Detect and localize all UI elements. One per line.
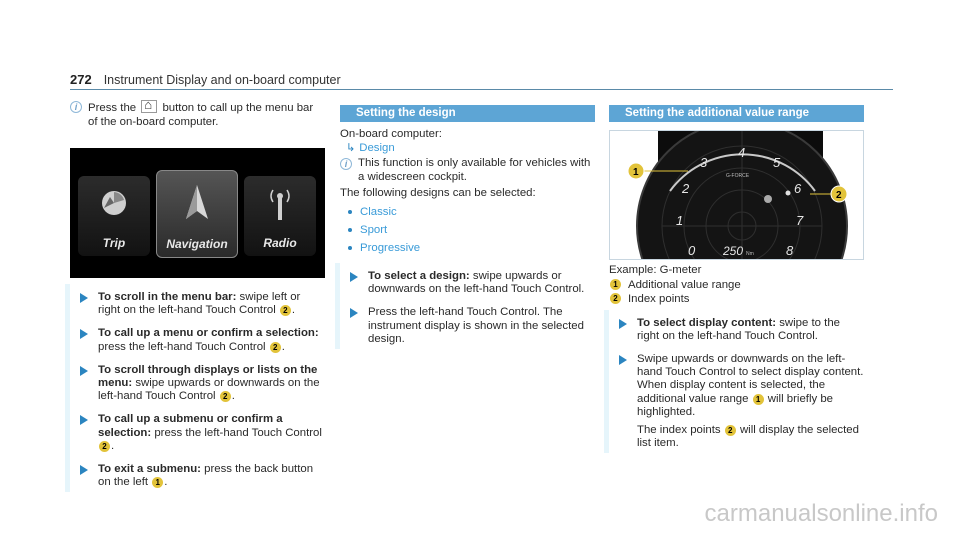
step-tail: will briefly be highlighted. bbox=[637, 392, 834, 418]
step-arrow-icon bbox=[80, 415, 90, 425]
step-item bbox=[340, 299, 595, 349]
step-arrow-icon bbox=[80, 293, 90, 303]
scale-label: 2 bbox=[682, 181, 690, 196]
step-title: To select a design: bbox=[368, 270, 470, 282]
note-text: This function is only available for vehicles with a widescreen cockpit. bbox=[358, 157, 591, 183]
column-menu-bar bbox=[70, 100, 325, 492]
step-item bbox=[340, 263, 595, 299]
section-heading-design: Setting the design bbox=[340, 105, 595, 122]
callout-number: 2 bbox=[280, 305, 291, 316]
section-heading-value-range: Setting the additional value range bbox=[609, 105, 864, 122]
option-label: Classic bbox=[360, 206, 397, 218]
design-option-progressive bbox=[340, 239, 595, 257]
callout-number: 2 bbox=[270, 342, 281, 353]
step-title: To call up a menu or confirm a selection: bbox=[98, 327, 319, 340]
step-tail: . bbox=[291, 304, 296, 317]
step-text: press the back button on the left bbox=[98, 463, 314, 489]
unit-label: Nm bbox=[746, 251, 754, 257]
column-design bbox=[340, 105, 595, 349]
step-item bbox=[609, 346, 864, 422]
tile-label-trip: Trip bbox=[102, 236, 126, 250]
note-menu-bar bbox=[70, 100, 325, 129]
step-text: Press the left-hand Touch Control. The instrument display is shown in the selected design. bbox=[368, 306, 584, 345]
gmeter-illustration bbox=[609, 130, 864, 260]
step-title: To scroll in the menu bar: bbox=[98, 291, 237, 303]
tile-label-radio: Radio bbox=[263, 236, 297, 250]
steps-value-range bbox=[604, 310, 864, 454]
legend-text: Index points bbox=[628, 292, 690, 305]
note-widescreen bbox=[340, 157, 595, 184]
steps-design bbox=[335, 263, 595, 349]
home-button-icon bbox=[141, 100, 157, 113]
step-tail: . bbox=[231, 390, 235, 403]
callout-number: 2 bbox=[725, 425, 736, 436]
steps-menu-bar bbox=[65, 284, 325, 492]
step-tail: . bbox=[111, 439, 115, 452]
menu-tile-navigation bbox=[156, 170, 238, 258]
step-item bbox=[70, 284, 325, 320]
scale-label: 5 bbox=[773, 155, 781, 170]
watermark: carmanualsonline.info bbox=[704, 500, 938, 527]
option-label: Progressive bbox=[360, 242, 421, 254]
scale-label-250: 250 bbox=[723, 244, 744, 258]
menu-path-arrow-icon: ↳ bbox=[346, 142, 356, 154]
menu-path bbox=[340, 141, 595, 155]
step-text: press the left-hand Touch Control bbox=[98, 340, 266, 353]
bullet-icon bbox=[348, 246, 352, 250]
legend-text: Additional value range bbox=[628, 278, 741, 291]
callout-number: 1 bbox=[753, 394, 764, 405]
menu-intro: On-board computer: bbox=[340, 128, 442, 140]
step-text: swipe upwards or downwards on the left-hand Touch Control. bbox=[368, 270, 585, 296]
column-value-range bbox=[609, 105, 864, 453]
step-arrow-icon bbox=[619, 319, 629, 329]
step-text: Swipe upwards or downwards on the left-hand Touch Control to select display content. When display content is selected, the additional value range bbox=[637, 352, 864, 405]
step-item bbox=[70, 406, 325, 456]
step-item bbox=[70, 456, 325, 492]
step-item bbox=[609, 310, 864, 346]
gforce-label: G-FORCE bbox=[726, 173, 750, 179]
bullet-icon bbox=[348, 210, 352, 214]
step-tail: . bbox=[164, 476, 168, 489]
info-icon: i bbox=[340, 158, 352, 170]
callout-number: 1 bbox=[610, 279, 621, 290]
page-number: 272 bbox=[70, 72, 92, 87]
info-icon: i bbox=[70, 101, 82, 113]
step-arrow-icon bbox=[619, 355, 629, 365]
legend-item bbox=[609, 292, 864, 306]
callout-number: 2 bbox=[220, 391, 231, 402]
legend-item bbox=[609, 278, 864, 292]
scale-label: 1 bbox=[676, 213, 684, 228]
note-text-after: button to call up the menu bar of the on-board computer. bbox=[88, 102, 314, 128]
gmeter-gauge bbox=[610, 131, 864, 260]
design-option-sport bbox=[340, 221, 595, 239]
menu-tile-radio bbox=[244, 176, 316, 256]
step-tail: . bbox=[281, 340, 285, 353]
scale-label: 4 bbox=[738, 145, 746, 160]
tile-label-navigation: Navigation bbox=[166, 237, 228, 251]
step-title: To exit a submenu: bbox=[98, 463, 201, 476]
step-text: swipe upwards or downwards on the left-hand Touch Control bbox=[98, 377, 320, 403]
header-rule bbox=[70, 89, 893, 90]
menu-bar-screenshot bbox=[70, 148, 325, 278]
step-arrow-icon bbox=[350, 308, 360, 318]
trip-icon bbox=[99, 188, 129, 218]
figure-caption: Example: G-meter bbox=[609, 264, 702, 276]
designs-intro: The following designs can be selected: bbox=[340, 187, 536, 199]
step-arrow-icon bbox=[350, 272, 360, 282]
extra-text-after: will display the selected list item. bbox=[637, 423, 859, 450]
callout-1: 1 bbox=[633, 167, 639, 178]
menu-path-design: Design bbox=[359, 142, 395, 154]
extra-text-before: The index points bbox=[637, 423, 721, 436]
step-text: press the left-hand Touch Control bbox=[151, 426, 322, 439]
note-text-before: Press the bbox=[88, 102, 137, 114]
page-title: Instrument Display and on-board computer bbox=[103, 73, 341, 87]
scale-label: 8 bbox=[786, 243, 794, 258]
step-text: swipe to the right on the left-hand Touch Control. bbox=[637, 316, 840, 342]
radio-icon bbox=[265, 188, 295, 222]
step-title: To scroll through displays or lists on the menu: bbox=[98, 363, 318, 390]
design-option-classic bbox=[340, 203, 595, 221]
step-arrow-icon bbox=[80, 366, 90, 376]
step-item bbox=[70, 357, 325, 407]
scale-label: 6 bbox=[794, 181, 802, 196]
navigation-icon bbox=[184, 183, 210, 223]
step-arrow-icon bbox=[80, 329, 90, 339]
callout-number: 2 bbox=[610, 293, 621, 304]
option-label: Sport bbox=[360, 224, 388, 236]
menu-tile-trip bbox=[78, 176, 150, 256]
bullet-icon bbox=[348, 228, 352, 232]
scale-label: 0 bbox=[688, 243, 696, 258]
callout-2: 2 bbox=[836, 190, 842, 201]
callout-number: 2 bbox=[99, 441, 110, 452]
page-header bbox=[70, 72, 341, 87]
scale-label: 7 bbox=[796, 213, 804, 228]
callout-number: 1 bbox=[152, 477, 163, 488]
step-text: swipe left or right on the left-hand Touch Control bbox=[98, 291, 301, 317]
step-title: To select display content: bbox=[637, 316, 777, 329]
step-title: To call up a submenu or confirm a selection: bbox=[98, 413, 283, 439]
step-arrow-icon bbox=[80, 465, 90, 475]
step-item bbox=[70, 320, 325, 356]
scale-label: 3 bbox=[700, 155, 708, 170]
step-continuation bbox=[609, 422, 864, 453]
design-options bbox=[340, 203, 595, 257]
